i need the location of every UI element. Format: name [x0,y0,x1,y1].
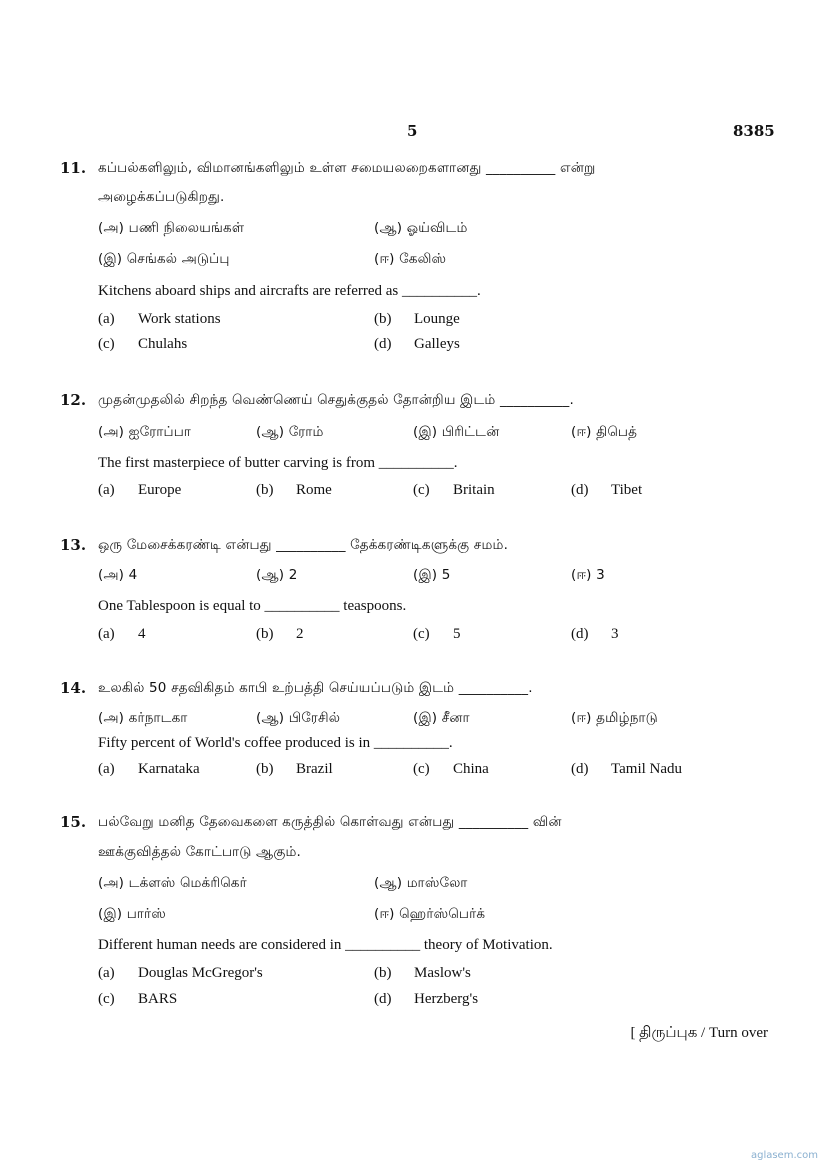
option-c [98,991,177,1008]
tamil-option-c: (இ) பார்ஸ் [98,906,167,922]
option-c [413,626,461,643]
option-text: Karnataka [138,761,200,777]
turn-over-note: [ திருப்புக / Turn over [630,1025,768,1041]
english-question: One Tablespoon is equal to __________ teaspoons. [98,598,407,614]
option-c [98,336,187,353]
tamil-option-c: (இ) செங்கல் அடுப்பு [98,251,230,267]
option-c [413,482,495,499]
tamil-question: பல்வேறு மனித தேவைகளை கருத்தில் கொள்வது என்பது __________ வின் [98,814,562,830]
option-label: (c) [413,626,430,642]
option-a [98,311,221,328]
tamil-question: ஒரு மேசைக்கரண்டி என்பது __________ தேக்கரண்டிகளுக்கு சமம். [98,537,509,553]
option-label: (d) [571,626,589,642]
option-text: China [453,761,489,777]
option-label: (c) [98,336,115,352]
tamil-option-a: (அ) டக்ளஸ் மெக்ரிகெர் [98,875,247,891]
option-label: (c) [98,991,115,1007]
option-label: (a) [98,626,115,642]
tamil-question-cont: அழைக்கப்படுகிறது. [98,189,225,205]
option-text: Herzberg's [414,991,479,1007]
option-text: Douglas McGregor's [138,965,263,981]
option-d [571,626,619,643]
option-label: (b) [256,626,274,642]
option-label: (c) [413,482,430,498]
option-d [374,336,460,353]
option-label: (c) [413,761,430,777]
english-question: Kitchens aboard ships and aircrafts are referred as __________. [98,283,481,299]
tamil-option-b: (ஆ) ரோம் [256,424,324,440]
tamil-option-b: (ஆ) 2 [256,567,298,583]
option-text: Britain [453,482,495,498]
option-text: Galleys [414,336,460,352]
option-label: (b) [374,311,392,327]
tamil-option-d: (ஈ) திபெத் [571,424,638,440]
option-label: (b) [374,965,392,981]
page-number: 5 [407,122,418,140]
option-label: (d) [374,991,392,1007]
question-number: 15. [60,813,87,831]
option-text: 4 [138,626,146,642]
option-d [571,482,642,499]
option-b [374,311,460,328]
tamil-option-c: (இ) 5 [413,567,451,583]
tamil-option-b: (ஆ) ஓய்விடம் [374,220,468,236]
option-label: (d) [571,761,589,777]
option-label: (b) [256,482,274,498]
english-question: Fifty percent of World's coffee produced is in __________. [98,735,453,751]
tamil-option-a: (அ) ஐரோப்பா [98,424,192,440]
option-label: (b) [256,761,274,777]
question-number: 14. [60,679,87,697]
english-question: The first masterpiece of butter carving is from __________. [98,455,458,471]
option-text: Brazil [296,761,333,777]
option-c [413,761,489,778]
option-d [571,761,682,778]
option-text: 5 [453,626,461,642]
watermark: aglasem.com [750,1150,818,1161]
option-text: Work stations [138,311,221,327]
option-text: Europe [138,482,182,498]
option-a [98,482,181,499]
tamil-option-d: (ஈ) கேலிஸ் [374,251,447,267]
option-a [98,626,146,643]
tamil-option-a: (அ) கர்நாடகா [98,710,188,726]
tamil-option-b: (ஆ) மாஸ்லோ [374,875,468,891]
option-text: 2 [296,626,304,642]
tamil-option-a: (அ) பணி நிலையங்கள் [98,220,245,236]
option-b [256,761,333,778]
option-text: Chulahs [138,336,188,352]
tamil-option-b: (ஆ) பிரேசில் [256,710,341,726]
option-d [374,991,478,1008]
tamil-question: முதன்முதலில் சிறந்த வெண்ணெய் செதுக்குதல் தோன்றிய இடம் __________. [98,392,574,408]
option-label: (a) [98,482,115,498]
option-b [256,482,332,499]
option-label: (a) [98,761,115,777]
option-text: 3 [611,626,619,642]
question-number: 13. [60,536,87,554]
tamil-question: கப்பல்களிலும், விமானங்களிலும் உள்ள சமையலறைகளானது __________ என்று [98,160,596,176]
option-a [98,761,200,778]
option-label: (d) [571,482,589,498]
option-a [98,965,263,982]
tamil-option-d: (ஈ) தமிழ்நாடு [571,710,658,726]
question-number: 11. [60,159,87,177]
tamil-question: உலகில் 50 சதவிகிதம் காபி உற்பத்தி செய்யப்படும் இடம் __________. [98,680,533,696]
option-text: Lounge [414,311,460,327]
tamil-option-d: (ஈ) 3 [571,567,605,583]
option-text: Tamil Nadu [611,761,683,777]
tamil-option-a: (அ) 4 [98,567,138,583]
option-label: (a) [98,311,115,327]
option-label: (d) [374,336,392,352]
option-label: (a) [98,965,115,981]
tamil-question-cont: ஊக்குவித்தல் கோட்பாடு ஆகும். [98,844,301,860]
option-text: Rome [296,482,332,498]
question-number: 12. [60,391,87,409]
tamil-option-d: (ஈ) ஹெர்ஸ்பெர்க் [374,906,486,922]
option-text: BARS [138,991,178,1007]
tamil-option-c: (இ) சீனா [413,710,470,726]
option-b [374,965,471,982]
option-text: Tibet [611,482,643,498]
english-question: Different human needs are considered in __________ theory of Motivation. [98,937,553,953]
paper-code: 8385 [733,122,775,140]
tamil-option-c: (இ) பிரிட்டன் [413,424,500,440]
option-text: Maslow's [414,965,471,981]
option-b [256,626,304,643]
